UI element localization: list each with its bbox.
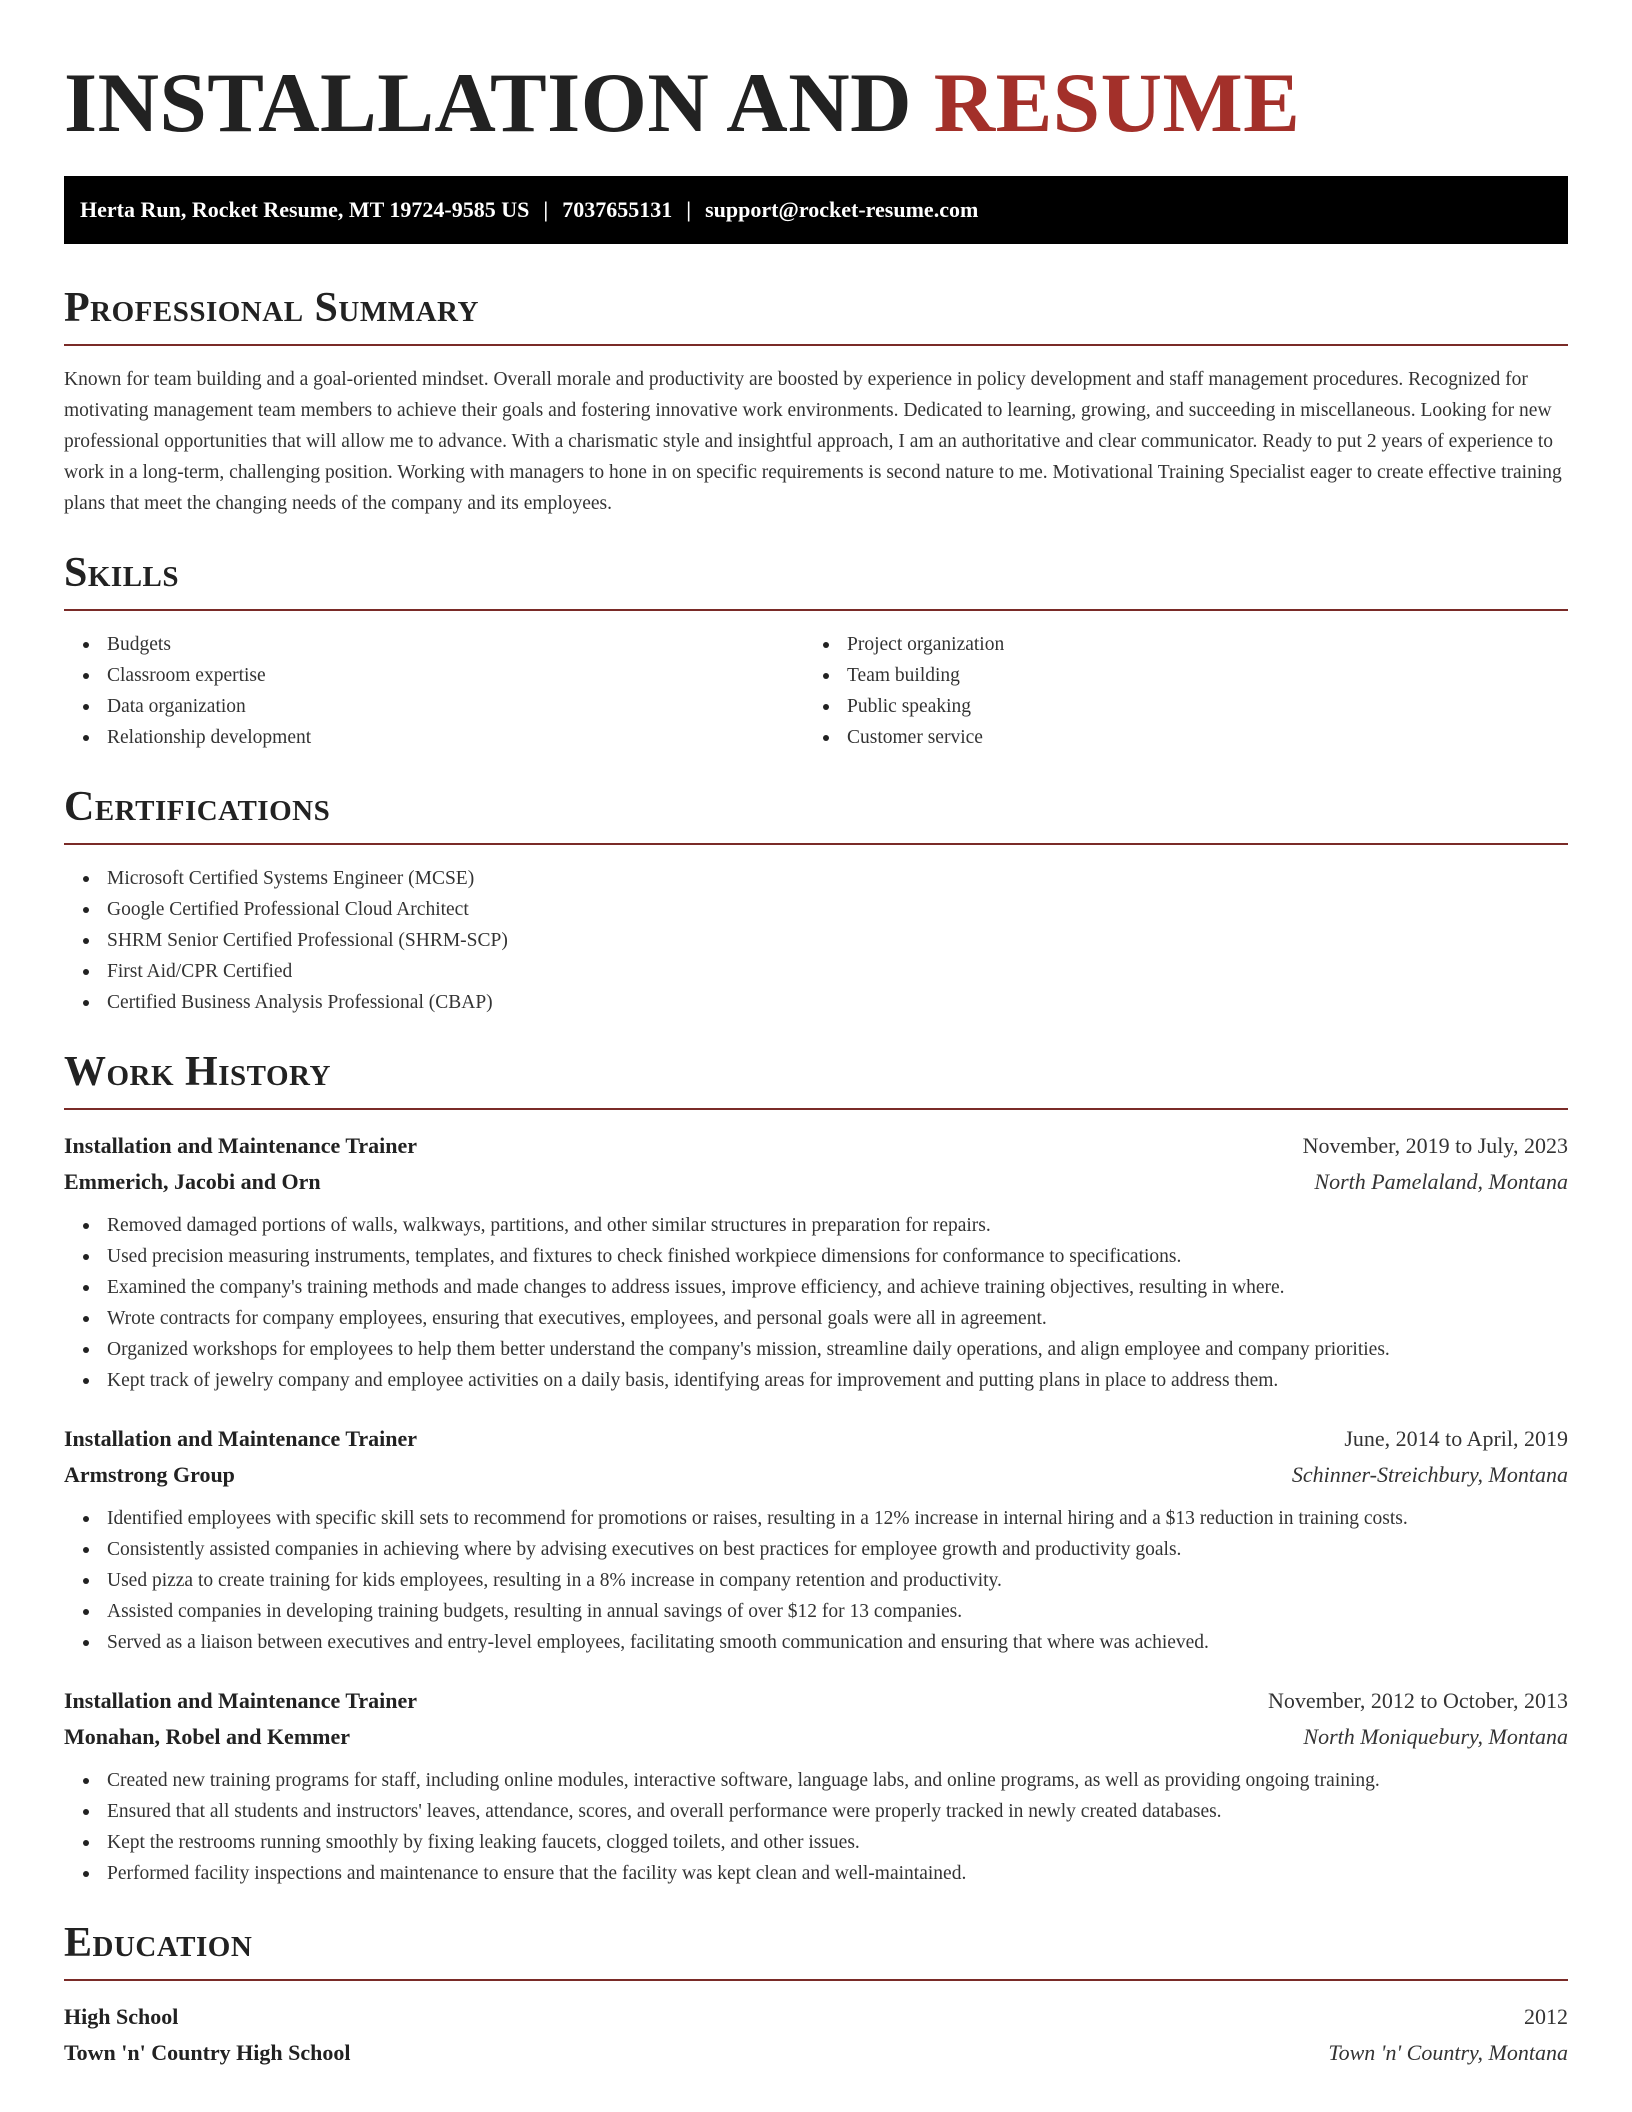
section-title-certifications: Certifications [64, 784, 331, 830]
job-bullet: Ensured that all students and instructors' leaves, attendance, scores, and overall performance were properly tracked in newly created databases. [64, 1796, 1568, 1827]
job-subheader [64, 1164, 1568, 1200]
section-divider [64, 1979, 1568, 1981]
work-history-section [64, 1048, 1568, 1889]
job-header [64, 1128, 1568, 1164]
education-subheader [64, 2035, 1568, 2071]
job-subheader [64, 1457, 1568, 1493]
skill-item: Customer service [804, 722, 1544, 753]
skill-item: Data organization [64, 691, 804, 722]
certification-item: Google Certified Professional Cloud Architect [64, 894, 1568, 925]
section-divider [64, 1108, 1568, 1110]
job-entry [64, 1421, 1568, 1658]
contact-email[interactable]: support@rocket-resume.com [705, 197, 979, 222]
summary-section [64, 284, 1568, 519]
job-dates: November, 2019 to July, 2023 [1302, 1133, 1568, 1158]
job-title: Installation and Maintenance Trainer [64, 1426, 418, 1451]
job-title: Installation and Maintenance Trainer [64, 1133, 418, 1158]
job-company: Armstrong Group [64, 1462, 235, 1487]
job-bullet: Organized workshops for employees to help them better understand the company's mission, streamline daily operations, and align employee and company priorities. [64, 1334, 1568, 1365]
contact-separator: | [686, 197, 692, 222]
job-bullet: Assisted companies in developing training budgets, resulting in annual savings of over $12 for 13 companies. [64, 1596, 1568, 1627]
section-title-summary: Professional Summary [64, 285, 479, 331]
job-bullet: Identified employees with specific skill sets to recommend for promotions or raises, resulting in a 12% increase in internal hiring and a $13 reduction in training costs. [64, 1503, 1568, 1534]
section-divider [64, 843, 1568, 845]
resume-page [64, 0, 1568, 2071]
education-school: Town 'n' Country High School [64, 2040, 351, 2065]
contact-phone[interactable]: 7037655131 [562, 197, 673, 222]
job-bullet: Examined the company's training methods and made changes to address issues, improve efficiency, and achieve training objectives, resulting in where. [64, 1272, 1568, 1303]
contact-address: Herta Run, Rocket Resume, MT 19724-9585 US [80, 197, 530, 222]
job-dates: June, 2014 to April, 2019 [1344, 1426, 1568, 1451]
certifications-section [64, 783, 1568, 1018]
job-bullets [64, 1503, 1568, 1658]
job-bullets [64, 1765, 1568, 1889]
section-title-skills: Skills [64, 550, 180, 596]
job-location: North Pamelaland, Montana [1314, 1169, 1568, 1194]
job-header [64, 1683, 1568, 1719]
skills-section [64, 549, 1568, 753]
education-year: 2012 [1524, 2004, 1568, 2029]
job-bullet: Kept the restrooms running smoothly by fixing leaking faucets, clogged toilets, and other issues. [64, 1827, 1568, 1858]
job-dates: November, 2012 to October, 2013 [1267, 1688, 1568, 1713]
certifications-list [64, 863, 1568, 1018]
job-bullet: Wrote contracts for company employees, ensuring that executives, employees, and personal goals were all in agreement. [64, 1303, 1568, 1334]
job-bullets [64, 1210, 1568, 1396]
certification-item: First Aid/CPR Certified [64, 956, 1568, 987]
certification-item: Microsoft Certified Systems Engineer (MCSE) [64, 863, 1568, 894]
contact-separator: | [543, 197, 549, 222]
certification-item: Certified Business Analysis Professional (CBAP) [64, 987, 1568, 1018]
job-location: North Moniquebury, Montana [1303, 1724, 1568, 1749]
education-degree: High School [64, 2004, 179, 2029]
certification-item: SHRM Senior Certified Professional (SHRM-SCP) [64, 925, 1568, 956]
job-subheader [64, 1719, 1568, 1755]
skill-item: Classroom expertise [64, 660, 804, 691]
job-bullet: Performed facility inspections and maintenance to ensure that the facility was kept clean and well-maintained. [64, 1858, 1568, 1889]
job-entry [64, 1683, 1568, 1889]
section-title-work-history: Work History [64, 1049, 331, 1095]
skill-item: Team building [804, 660, 1544, 691]
contact-bar [64, 176, 1568, 244]
section-divider [64, 344, 1568, 346]
job-company: Monahan, Robel and Kemmer [64, 1724, 350, 1749]
job-location: Schinner-Streichbury, Montana [1291, 1462, 1568, 1487]
job-header [64, 1421, 1568, 1457]
education-entry [64, 1999, 1568, 2071]
job-entry [64, 1128, 1568, 1396]
job-bullet: Used precision measuring instruments, templates, and fixtures to check finished workpiece dimensions for conformance to specifications. [64, 1241, 1568, 1272]
job-bullet: Consistently assisted companies in achieving where by advising executives on best practices for employee growth and productivity goals. [64, 1534, 1568, 1565]
skill-item: Budgets [64, 629, 804, 660]
skills-list-right [804, 629, 1544, 753]
section-divider [64, 609, 1568, 611]
education-section [64, 1919, 1568, 2071]
skill-item: Public speaking [804, 691, 1544, 722]
summary-text: Known for team building and a goal-oriented mindset. Overall morale and productivity are boosted by experience in policy development and staff management procedures. Recognized for motivating management team members to achieve their goals and fostering innovative work environments. Dedicated to learning, growing, and succeeding in miscellaneous. Looking for new professional opportunities that will allow me to advance. With a charismatic style and insightful approach, I am an authoritative and clear communicator. Ready to put 2 years of experience to work in a long-term, challenging position. Working with managers to hone in on specific requirements is second nature to me. Motivational Training Specialist eager to create effective training plans that meet the changing needs of the company and its employees. [64, 369, 1562, 514]
skills-list-left [64, 629, 804, 753]
job-bullet: Served as a liaison between executives and entry-level employees, facilitating smooth communication and ensuring that where was achieved. [64, 1627, 1568, 1658]
skills-grid [64, 629, 1568, 753]
title-accent: RESUME [933, 56, 1301, 150]
job-bullet: Kept track of jewelry company and employee activities on a daily basis, identifying areas for improvement and putting plans in place to address them. [64, 1365, 1568, 1396]
job-company: Emmerich, Jacobi and Orn [64, 1169, 321, 1194]
section-title-education: Education [64, 1920, 253, 1966]
job-bullet: Created new training programs for staff, including online modules, interactive software, language labs, and online programs, as well as providing ongoing training. [64, 1765, 1568, 1796]
resume-title [64, 0, 1568, 176]
skill-item: Relationship development [64, 722, 804, 753]
job-title: Installation and Maintenance Trainer [64, 1688, 418, 1713]
title-main: INSTALLATION AND [64, 56, 912, 150]
education-location: Town 'n' Country, Montana [1328, 2040, 1568, 2065]
education-header [64, 1999, 1568, 2035]
job-bullet: Used pizza to create training for kids employees, resulting in a 8% increase in company retention and productivity. [64, 1565, 1568, 1596]
job-bullet: Removed damaged portions of walls, walkways, partitions, and other similar structures in preparation for repairs. [64, 1210, 1568, 1241]
skill-item: Project organization [804, 629, 1544, 660]
